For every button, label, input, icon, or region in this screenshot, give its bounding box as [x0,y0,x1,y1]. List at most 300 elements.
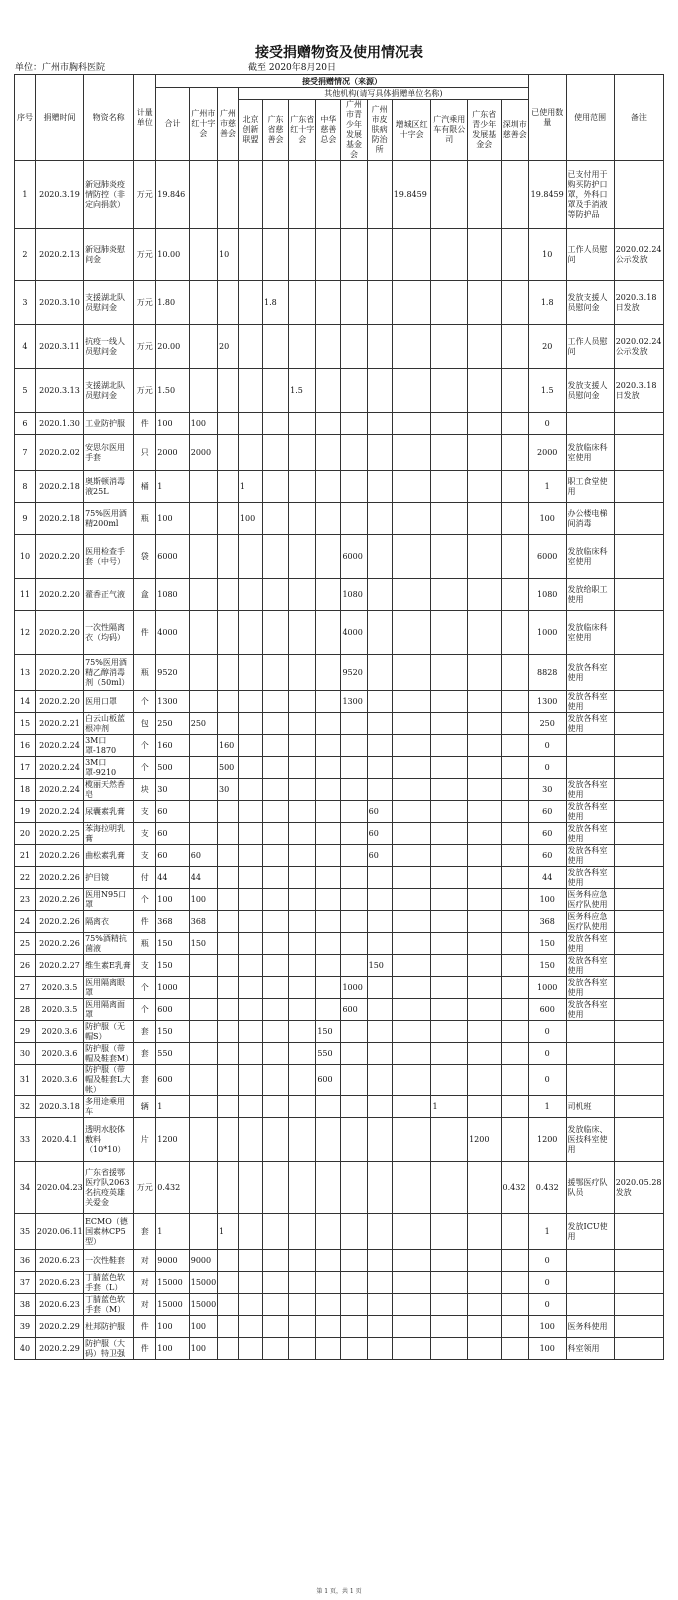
row-unit: 瓶 [134,503,156,535]
row-total: 600 [156,999,189,1021]
row-other-9 [501,611,528,655]
table-row [15,325,664,369]
row-other-4: 1080 [341,579,367,611]
row-usage-scope: 发放临床科室使用 [566,435,614,471]
col-other-4: 广州市青少年发展基金会 [341,100,367,161]
table-row [15,471,664,503]
row-remark [614,955,663,977]
row-other-6 [392,999,431,1021]
row-other-8 [468,1214,501,1250]
row-remark [614,435,663,471]
row-other-0 [238,801,262,823]
row-other-9 [501,691,528,713]
row-remark [614,845,663,867]
row-used-qty: 30 [528,779,566,801]
row-red-cross: 100 [189,1338,217,1360]
row-other-8 [468,955,501,977]
row-used-qty: 0 [528,1272,566,1294]
row-other-9 [501,955,528,977]
row-other-4 [341,933,367,955]
row-other-8 [468,579,501,611]
row-other-4 [341,1250,367,1272]
row-seq: 26 [15,955,36,977]
row-other-8 [468,757,501,779]
row-other-5: 60 [367,801,392,823]
row-other-7 [431,435,468,471]
row-gz-charity [218,801,239,823]
row-other-8 [468,713,501,735]
row-date: 2020.2.26 [35,889,83,911]
row-other-1 [262,471,288,503]
row-remark: 2020.3.18日发放 [614,281,663,325]
row-usage-scope [566,1021,614,1043]
row-used-qty: 60 [528,801,566,823]
table-row [15,1316,664,1338]
row-usage-scope: 发放各科室使用 [566,933,614,955]
col-gz-charity: 广州市慈善会 [218,88,239,161]
row-other-6 [392,713,431,735]
row-unit: 个 [134,889,156,911]
row-gz-charity [218,1294,239,1316]
row-red-cross [189,977,217,999]
row-other-0 [238,713,262,735]
row-other-8 [468,611,501,655]
row-other-2 [289,1250,316,1272]
row-other-2 [289,823,316,845]
row-gz-charity [218,1096,239,1118]
row-other-0 [238,735,262,757]
row-other-9 [501,281,528,325]
row-gz-charity [218,713,239,735]
row-gz-charity [218,281,239,325]
row-red-cross [189,611,217,655]
row-other-6 [392,1214,431,1250]
row-other-4: 600 [341,999,367,1021]
row-other-1 [262,1096,288,1118]
row-remark [614,1294,663,1316]
row-usage-scope: 发放各科室使用 [566,779,614,801]
row-red-cross [189,161,217,229]
row-other-0 [238,1162,262,1214]
row-seq: 2 [15,229,36,281]
row-remark: 2020.3.18日发放 [614,369,663,413]
row-other-0 [238,977,262,999]
row-seq: 35 [15,1214,36,1250]
row-other-1 [262,801,288,823]
row-usage-scope [566,413,614,435]
row-other-8 [468,503,501,535]
row-other-5 [367,977,392,999]
row-date: 2020.2.29 [35,1338,83,1360]
table-row [15,535,664,579]
row-other-1 [262,1338,288,1360]
row-other-7 [431,691,468,713]
table-row [15,933,664,955]
row-unit: 套 [134,1021,156,1043]
row-remark [614,503,663,535]
row-red-cross: 100 [189,889,217,911]
row-remark [614,735,663,757]
row-other-2 [289,1272,316,1294]
row-other-1 [262,655,288,691]
row-other-9 [501,413,528,435]
row-other-0 [238,911,262,933]
row-unit: 支 [134,801,156,823]
row-other-3 [316,933,341,955]
row-usage-scope: 医务科应急医疗队使用 [566,889,614,911]
table-row [15,999,664,1021]
row-red-cross: 44 [189,867,217,889]
row-other-2 [289,535,316,579]
row-remark [614,655,663,691]
row-other-1 [262,999,288,1021]
row-remark: 2020.02.24公示发放 [614,229,663,281]
row-other-6 [392,779,431,801]
row-red-cross [189,691,217,713]
row-used-qty: 0 [528,1065,566,1096]
row-gz-charity [218,161,239,229]
row-date: 2020.3.6 [35,1065,83,1096]
row-item-name: 医用N95口罩 [84,889,134,911]
row-other-6 [392,1043,431,1065]
row-other-6 [392,1118,431,1162]
row-date: 2020.4.1 [35,1118,83,1162]
row-other-0 [238,1118,262,1162]
row-other-5 [367,757,392,779]
row-other-1 [262,229,288,281]
row-total: 60 [156,845,189,867]
row-other-1 [262,435,288,471]
col-used-qty: 已使用数量 [528,75,566,161]
table-row [15,735,664,757]
row-other-3 [316,911,341,933]
row-date: 2020.3.19 [35,161,83,229]
row-used-qty: 60 [528,845,566,867]
row-other-3 [316,413,341,435]
row-other-1 [262,779,288,801]
row-other-5 [367,779,392,801]
row-other-0 [238,1294,262,1316]
row-other-9 [501,933,528,955]
row-other-6 [392,867,431,889]
row-total: 1 [156,1096,189,1118]
row-other-6 [392,933,431,955]
row-other-4 [341,325,367,369]
row-date: 2020.2.26 [35,911,83,933]
row-gz-charity: 10 [218,229,239,281]
row-red-cross [189,1214,217,1250]
row-date: 2020.2.26 [35,845,83,867]
row-total: 150 [156,933,189,955]
row-other-9 [501,229,528,281]
row-seq: 10 [15,535,36,579]
row-item-name: 杜邦防护服 [84,1316,134,1338]
row-usage-scope: 科室领用 [566,1338,614,1360]
row-remark [614,1065,663,1096]
row-item-name: 奥斯顿消毒液25L [84,471,134,503]
row-remark [614,471,663,503]
row-gz-charity [218,911,239,933]
row-other-4 [341,823,367,845]
row-remark [614,1096,663,1118]
row-total: 100 [156,503,189,535]
row-other-5 [367,1272,392,1294]
row-other-4 [341,1338,367,1360]
row-other-0 [238,1021,262,1043]
row-usage-scope: 发放临床、医技科室使用 [566,1118,614,1162]
row-remark [614,713,663,735]
row-remark [614,1338,663,1360]
row-usage-scope [566,1272,614,1294]
row-red-cross [189,535,217,579]
row-item-name: 防护服（带帽及鞋套M） [85,1043,134,1063]
row-other-0 [238,1096,262,1118]
row-other-2 [289,977,316,999]
row-other-3 [316,801,341,823]
row-total: 9000 [156,1250,189,1272]
row-unit: 套 [134,1065,156,1096]
row-item-name: 75%酒精抗菌液 [84,933,134,955]
row-other-7 [431,779,468,801]
row-remark [614,977,663,999]
row-total: 10.00 [156,229,189,281]
row-other-9 [501,911,528,933]
table-row [15,503,664,535]
document-title: 接受捐赠物资及使用情况表 [255,45,423,61]
row-date: 2020.2.13 [35,229,83,281]
row-item-name: 护目镜 [84,867,134,889]
row-other-9 [501,1294,528,1316]
row-other-1 [262,955,288,977]
row-used-qty: 0 [528,1021,566,1043]
row-other-6 [392,977,431,999]
row-other-4 [341,1065,367,1096]
row-used-qty: 100 [528,1316,566,1338]
row-other-7 [431,281,468,325]
row-item-name: 藿香正气液 [84,579,134,611]
row-other-3 [316,503,341,535]
row-other-3 [316,611,341,655]
table-row [15,229,664,281]
row-other-8 [468,845,501,867]
row-seq: 37 [15,1272,36,1294]
row-other-0 [238,779,262,801]
row-date: 2020.2.25 [35,823,83,845]
row-other-8 [468,867,501,889]
row-gz-charity [218,1118,239,1162]
row-unit: 件 [134,1338,156,1360]
row-other-7 [431,911,468,933]
row-other-7 [431,867,468,889]
row-other-8 [468,229,501,281]
row-other-8 [468,735,501,757]
row-other-8 [468,1338,501,1360]
row-usage-scope: 发放临床科室使用 [566,535,614,579]
row-unit: 套 [134,1214,156,1250]
row-other-6 [392,845,431,867]
row-date: 2020.2.29 [35,1316,83,1338]
row-red-cross [189,735,217,757]
row-other-4 [341,713,367,735]
row-usage-scope: 工作人员慰问 [566,229,614,281]
row-usage-scope: 办公楼电梯间消毒 [566,503,614,535]
row-other-1 [262,823,288,845]
row-other-3 [316,471,341,503]
row-used-qty: 250 [528,713,566,735]
row-other-5 [367,325,392,369]
row-other-2 [289,1338,316,1360]
row-total: 550 [156,1043,189,1065]
row-seq: 15 [15,713,36,735]
row-unit: 辆 [134,1096,156,1118]
row-other-4 [341,1272,367,1294]
row-used-qty: 1080 [528,579,566,611]
row-other-5 [367,655,392,691]
row-other-0 [238,757,262,779]
row-other-4 [341,435,367,471]
row-seq: 7 [15,435,36,471]
row-other-6 [392,801,431,823]
row-unit: 支 [134,823,156,845]
row-seq: 25 [15,933,36,955]
row-usage-scope: 发放支援人员慰问金 [566,369,614,413]
row-other-2 [289,801,316,823]
row-other-8 [468,471,501,503]
row-other-2 [289,471,316,503]
table-row [15,1294,664,1316]
row-item-name: 防护服（大码）特卫强 [84,1338,134,1360]
row-gz-charity [218,691,239,713]
row-other-6 [392,955,431,977]
row-gz-charity [218,845,239,867]
table-row [15,1162,664,1214]
row-item-name: 白云山板蓝根冲剂 [84,713,134,735]
row-other-7 [431,999,468,1021]
row-red-cross [189,955,217,977]
row-total: 44 [156,867,189,889]
table-row [15,1065,664,1096]
row-used-qty: 6000 [528,535,566,579]
row-other-0 [238,691,262,713]
row-item-name: 工业防护服 [84,413,134,435]
row-other-8 [468,1021,501,1043]
row-date: 2020.6.23 [35,1294,83,1316]
row-other-1 [262,889,288,911]
row-date: 2020.2.26 [35,867,83,889]
row-other-5 [367,1043,392,1065]
row-gz-charity: 160 [218,735,239,757]
row-other-2 [289,413,316,435]
row-seq: 16 [15,735,36,757]
col-seq: 序号 [15,75,36,161]
row-other-7 [431,889,468,911]
row-other-9 [501,1272,528,1294]
row-other-6 [392,535,431,579]
row-unit: 万元 [134,369,156,413]
row-other-4 [341,867,367,889]
donation-table [14,74,664,1360]
table-row [15,867,664,889]
row-other-4 [341,369,367,413]
row-gz-charity [218,955,239,977]
row-gz-charity [218,823,239,845]
row-seq: 29 [15,1021,36,1043]
row-remark: 2020.05.28发放 [614,1162,663,1214]
row-other-5 [367,369,392,413]
row-other-6 [392,1065,431,1096]
row-other-1 [262,161,288,229]
row-other-3 [316,823,341,845]
row-other-4 [341,1214,367,1250]
row-other-7: 1 [431,1096,468,1118]
row-item-name: 医用检查手套（中号） [84,535,134,579]
row-other-0 [238,413,262,435]
row-other-0 [238,435,262,471]
row-other-4 [341,503,367,535]
row-seq: 40 [15,1338,36,1360]
table-row [15,1214,664,1250]
row-unit: 瓶 [134,655,156,691]
row-seq: 39 [15,1316,36,1338]
row-other-8 [468,779,501,801]
table-row [15,1338,664,1360]
col-other-8: 广东省青少年发展基金会 [468,100,501,161]
row-other-7 [431,933,468,955]
row-other-0: 100 [238,503,262,535]
row-used-qty: 1.8 [528,281,566,325]
row-gz-charity [218,867,239,889]
row-used-qty: 1 [528,1096,566,1118]
row-usage-scope: 发放支援人员慰问金 [566,281,614,325]
row-date: 2020.2.20 [35,579,83,611]
row-other-1 [262,933,288,955]
row-unit: 支 [134,955,156,977]
row-total: 1.80 [156,281,189,325]
row-usage-scope: 已支付用于购买防护口罩，外科口罩及手消液等防护品 [566,161,614,229]
row-other-7 [431,1162,468,1214]
row-total: 500 [156,757,189,779]
row-gz-charity: 30 [218,779,239,801]
row-other-7 [431,1272,468,1294]
row-other-5 [367,735,392,757]
row-other-9 [501,503,528,535]
col-item-name: 物资名称 [84,75,134,161]
row-other-1 [262,503,288,535]
row-other-1 [262,845,288,867]
row-red-cross [189,823,217,845]
row-other-0 [238,325,262,369]
row-item-name: 防护服（无帽S） [84,1021,134,1043]
row-other-6 [392,735,431,757]
row-unit: 套 [134,1043,156,1065]
row-other-3 [316,369,341,413]
row-item-name: 多用途乘用车 [84,1096,134,1118]
row-item-name: ECMO（德国素林CP5型） [84,1214,134,1250]
row-total: 60 [156,801,189,823]
row-other-2: 1.5 [289,369,316,413]
row-used-qty: 1000 [528,977,566,999]
row-gz-charity [218,889,239,911]
row-usage-scope: 援鄂医疗队队员 [566,1162,614,1214]
row-gz-charity [218,999,239,1021]
row-other-8 [468,435,501,471]
row-other-1 [262,1118,288,1162]
row-other-2 [289,713,316,735]
row-used-qty: 2000 [528,435,566,471]
row-other-4 [341,889,367,911]
row-seq: 28 [15,999,36,1021]
row-other-3 [316,713,341,735]
